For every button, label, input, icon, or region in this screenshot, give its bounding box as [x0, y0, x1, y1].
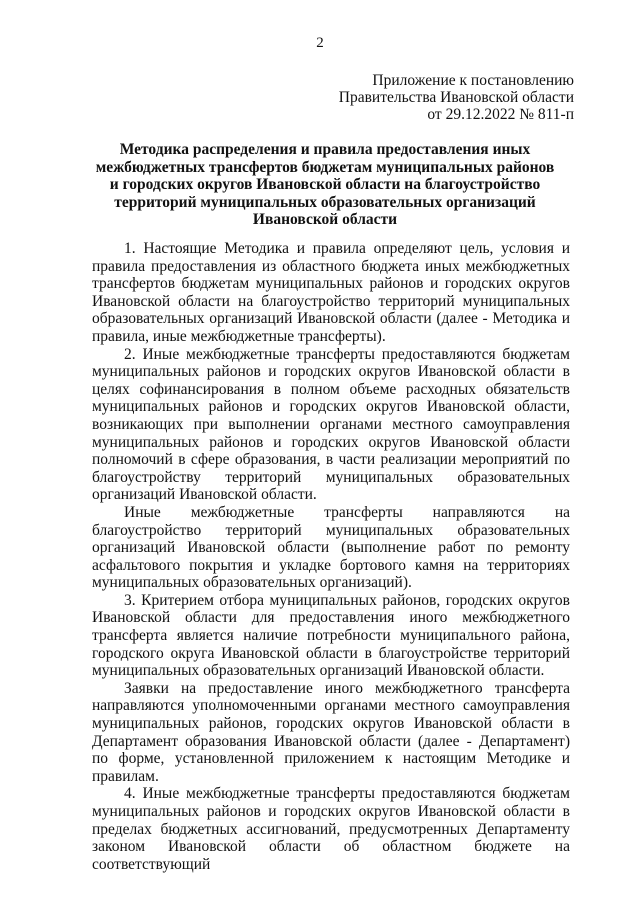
page-number: 2	[316, 35, 324, 51]
paragraph-2: 2. Иные межбюджетные трансферты предоставляются бюджетам муниципальных районов и городских округов Ивановской области в целях софинансирования в полном объеме расходных обязательств муниципальных районов и городских округов Ивановской области, возникающих при выполнении органами местного самоуправления муниципальных районов и городских округов Ивановской области полномочий в сфере образования, в части реализации мероприятий по благоустройству территорий муниципальных образовательных организаций Ивановской области.	[92, 345, 570, 504]
paragraph-5: Заявки на предоставление иного межбюджетного трансферта направляются уполномоченными органами местного самоуправления муниципальных районов, городских округов Ивановской области в Департамент образования Ивановской области (далее - Департамент) по форме, установленной приложением к настоящим Методике и правилам.	[92, 679, 570, 785]
title-line: межбюджетных трансфертов бюджетам муниципальных районов	[95, 158, 555, 176]
paragraph-6: 4. Иные межбюджетные трансферты предоставляются бюджетам муниципальных районов и городских округов Ивановской области в пределах бюджетных ассигнований, предусмотренных Департаменту законом Ивановской области об областном бюджете на соответствующий	[92, 785, 570, 873]
document-title	[80, 141, 570, 229]
paragraph-1: 1. Настоящие Методика и правила определяют цель, условия и правила предоставления из областного бюджета иных межбюджетных трансфертов бюджетам муниципальных районов и городских округов Ивановской области на благоустройство территорий муниципальных образовательных организаций Ивановской области (далее - Методика и правила, иные межбюджетные трансферты).	[92, 240, 570, 345]
appendix-line: от 29.12.2022 № 811-п	[427, 106, 574, 123]
title-line: и городских округов Ивановской области на благоустройство	[109, 176, 541, 193]
appendix-line: Правительства Ивановской области	[338, 89, 574, 106]
title-line: территорий муниципальных образовательных организаций	[114, 193, 536, 211]
appendix-line: Приложение к постановлению	[372, 72, 574, 89]
paragraph-3: Иные межбюджетные трансферты направляются на благоустройство территорий муниципальных образовательных организаций Ивановской области (выполнение работ по ремонту асфальтового покрытия и укладке бортового камня на территориях муниципальных образовательных организаций).	[92, 503, 570, 592]
appendix-header	[274, 72, 574, 123]
document-body	[92, 240, 570, 873]
paragraph-4: 3. Критерием отбора муниципальных районов, городских округов Ивановской области для предоставления иного межбюджетного трансферта является наличие потребности муниципального района, городского округа Ивановской области в благоустройстве территорий муниципальных образовательных организаций Ивановской области.	[92, 591, 570, 680]
title-line: Методика распределения и правила предоставления иных	[119, 141, 531, 158]
title-line: Ивановской области	[252, 211, 398, 228]
